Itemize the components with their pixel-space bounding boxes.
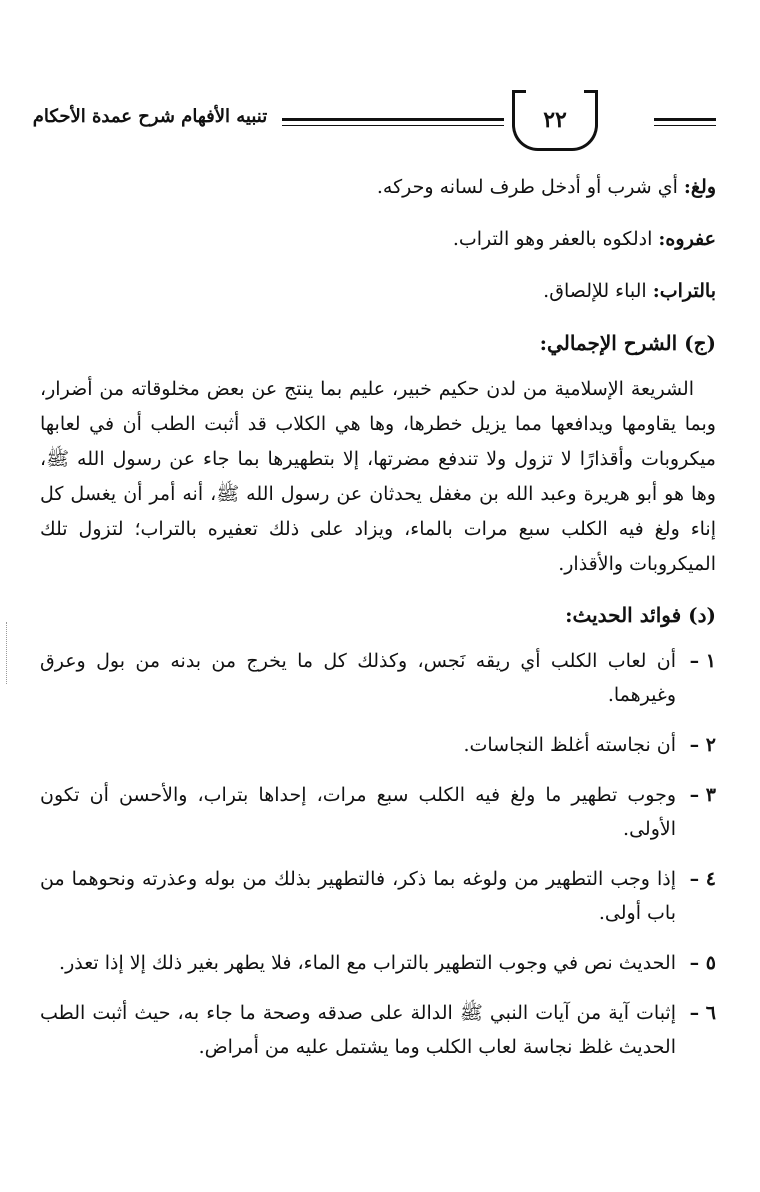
- definition-afiruhu: [40, 224, 716, 254]
- definition-text: أي شرب أو أدخل طرف لسانه وحركه.: [376, 176, 678, 198]
- list-item: [40, 728, 716, 762]
- item-number: ١ –: [689, 650, 716, 672]
- item-number: ٤ –: [689, 868, 716, 890]
- item-number: ٣ –: [689, 784, 716, 806]
- summary-paragraph: الشريعة الإسلامية من لدن حكيم خبير، عليم بما ينتج عن بعض مخلوقاته من أضرار، وبما يقاومها ويدافعها مما يزيل خطرها، وها هي الكلاب قد أثبت الطب أن في لعابها ميكروبات وأقذارًا لا تزول ولا تندفع مضرتها، إلا بتطهيرها بما جاء عن رسول الله ﷺ، وها هو أبو هريرة وعبد الله بن مغفل يحدثان عن رسول الله ﷺ، أنه أمر أن يغسل كل إناء ولغ فيه الكلب سبع مرات بالماء، ويزاد على ذلك تعفيره بالتراب؛ لتزول تلك الميكروبات والأقذار.: [40, 378, 716, 575]
- list-item: [40, 862, 716, 930]
- summary-heading: (ج) الشرح الإجمالي:: [539, 331, 716, 355]
- item-text: أن نجاسته أغلظ النجاسات.: [463, 734, 676, 756]
- header-rule-right: [654, 118, 716, 121]
- item-text: إذا وجب التطهير من ولوغه بما ذكر، فالتطهير بذلك من بوله وعذرته ونحوهما من باب أولى.: [40, 868, 676, 924]
- list-item: [40, 644, 716, 712]
- list-item: [40, 946, 716, 980]
- definition-term: ولغ:: [683, 176, 716, 198]
- book-title: تنبيه الأفهام شرح عمدة الأحكام: [32, 106, 268, 127]
- item-number: ٦ –: [689, 1002, 716, 1024]
- header-rule-left: [282, 118, 504, 121]
- item-number: ٢ –: [689, 734, 716, 756]
- definition-term: عفروه:: [658, 228, 716, 250]
- definition-bitturab: [40, 276, 716, 306]
- page-content: [40, 172, 716, 1080]
- list-item: [40, 996, 716, 1064]
- definition-text: ادلكوه بالعفر وهو التراب.: [452, 228, 653, 250]
- definition-term: بالتراب:: [652, 280, 716, 302]
- page-header: [0, 92, 760, 158]
- benefits-list: [40, 644, 716, 1064]
- item-text: أن لعاب الكلب أي ريقه نَجس، وكذلك كل ما يخرج من بدنه من بول وعرق وغيرهما.: [40, 650, 676, 706]
- item-number: ٥ –: [689, 952, 716, 974]
- definition-walagha: [40, 172, 716, 202]
- list-item: [40, 778, 716, 846]
- item-text: الحديث نص في وجوب التطهير بالتراب مع الماء، فلا يطهر بغير ذلك إلا إذا تعذر.: [59, 952, 676, 974]
- benefits-heading: (د) فوائد الحديث:: [565, 603, 716, 627]
- item-text: وجوب تطهير ما ولغ فيه الكلب سبع مرات، إحداها بتراب، والأحسن أن تكون الأولى.: [40, 784, 676, 840]
- definition-text: الباء للإلصاق.: [543, 280, 647, 302]
- page-number: ٢٢: [512, 92, 598, 151]
- scan-margin-mark: [6, 622, 7, 684]
- item-text: إثبات آية من آيات النبي ﷺ الدالة على صدقه وصحة ما جاء به، حيث أثبت الطب الحديث غلظ نجاسة لعاب الكلب وما يشتمل عليه من أمراض.: [40, 1002, 676, 1058]
